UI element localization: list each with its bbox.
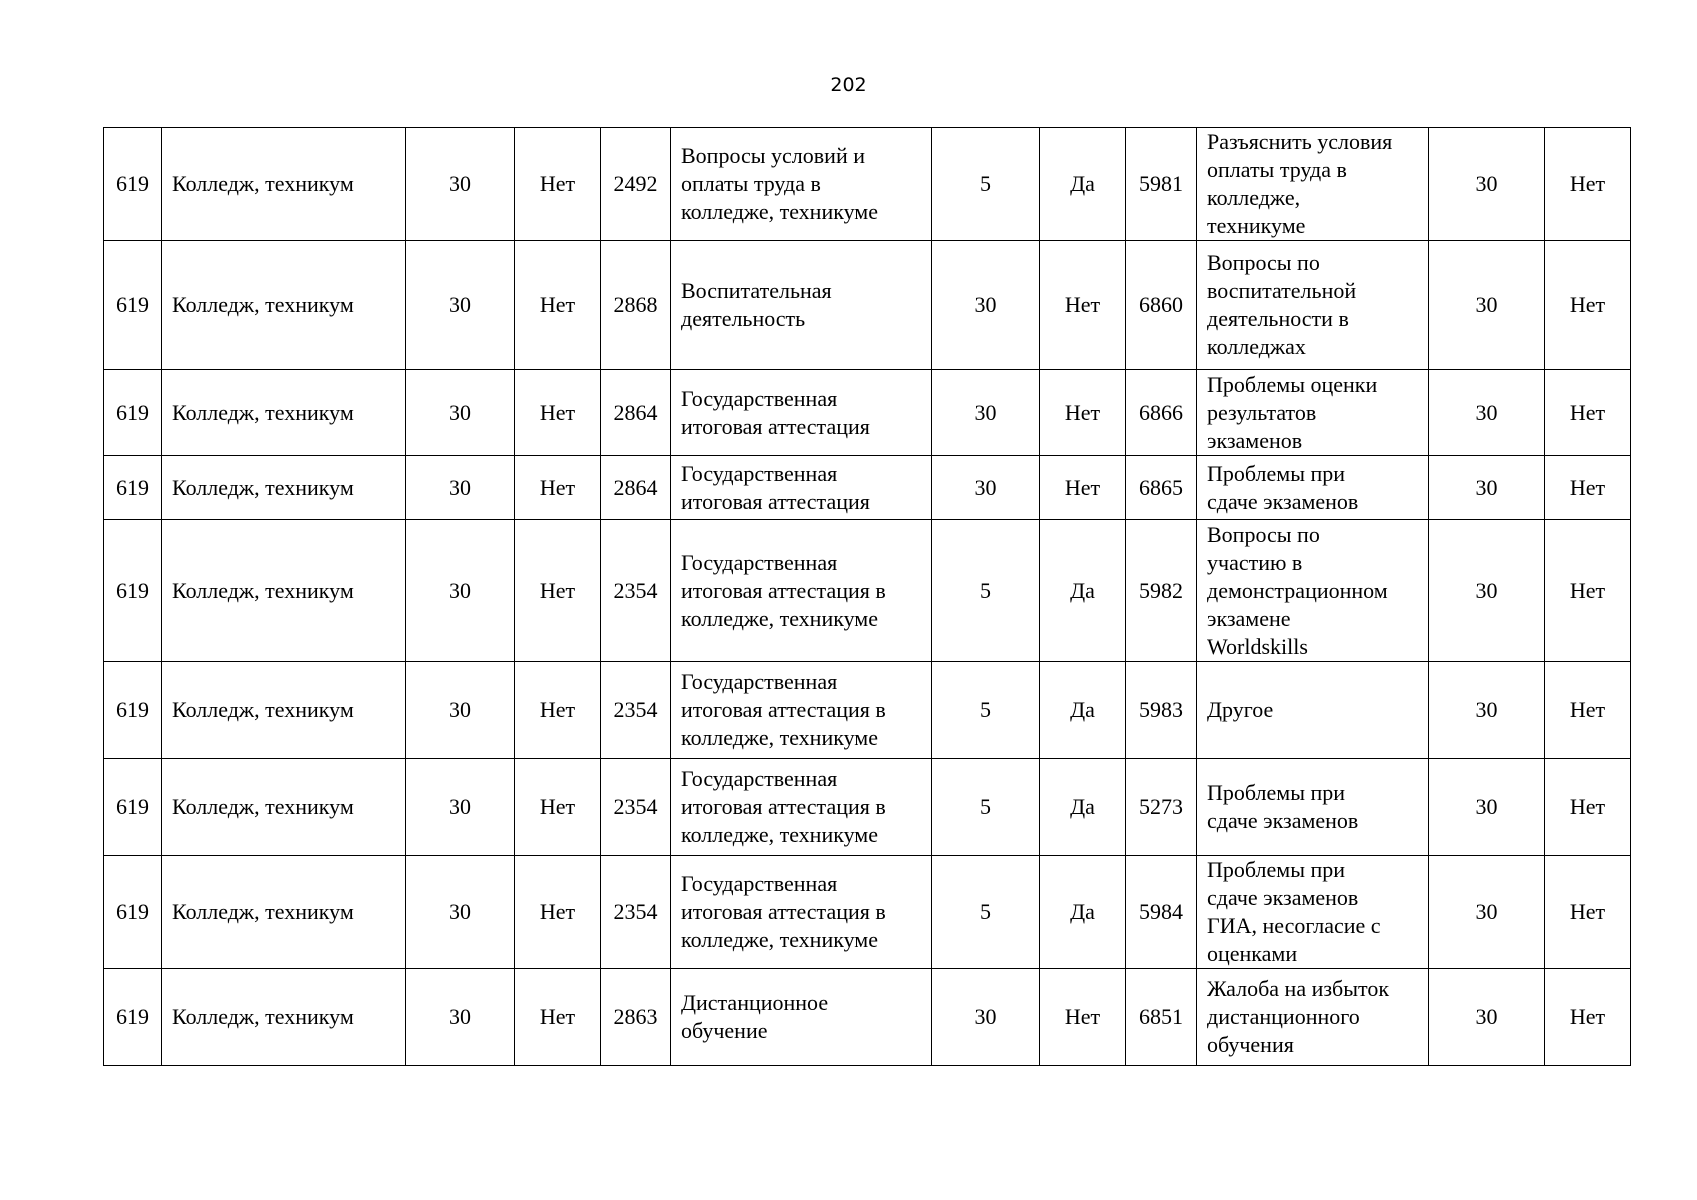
subtopic-flag: Нет xyxy=(1545,759,1631,856)
topic-days: 5 xyxy=(932,662,1040,759)
subtopic-name: Проблемы при сдаче экзаменов ГИА, несогласие с оценками xyxy=(1197,856,1429,969)
topic-flag: Да xyxy=(1040,520,1126,662)
subtopic-id: 5983 xyxy=(1126,662,1197,759)
table-row xyxy=(104,128,1631,241)
organization-type: Колледж, техникум xyxy=(162,520,406,662)
flag-value: Нет xyxy=(515,370,601,456)
table-row xyxy=(104,856,1631,969)
topic-name: Государственная итоговая аттестация xyxy=(671,456,932,520)
days-value: 30 xyxy=(406,520,515,662)
organization-type: Колледж, техникум xyxy=(162,456,406,520)
days-value: 30 xyxy=(406,241,515,370)
subtopic-days: 30 xyxy=(1429,456,1545,520)
topic-days: 30 xyxy=(932,370,1040,456)
topic-days: 5 xyxy=(932,856,1040,969)
topic-flag: Да xyxy=(1040,759,1126,856)
subtopic-flag: Нет xyxy=(1545,241,1631,370)
topic-flag: Нет xyxy=(1040,370,1126,456)
subtopic-name: Разъяснить условия оплаты труда в колледже, техникуме xyxy=(1197,128,1429,241)
topic-name: Воспитательная деятельность xyxy=(671,241,932,370)
organization-type: Колледж, техникум xyxy=(162,969,406,1066)
subtopic-name: Проблемы при сдаче экзаменов xyxy=(1197,759,1429,856)
flag-value: Нет xyxy=(515,128,601,241)
subtopic-flag: Нет xyxy=(1545,520,1631,662)
days-value: 30 xyxy=(406,128,515,241)
row-code: 619 xyxy=(104,520,162,662)
organization-type: Колледж, техникум xyxy=(162,856,406,969)
topic-name: Государственная итоговая аттестация в колледже, техникуме xyxy=(671,759,932,856)
topic-id: 2354 xyxy=(601,520,671,662)
topic-id: 2354 xyxy=(601,662,671,759)
topic-days: 30 xyxy=(932,969,1040,1066)
flag-value: Нет xyxy=(515,662,601,759)
topic-name: Государственная итоговая аттестация в колледже, техникуме xyxy=(671,856,932,969)
topic-flag: Нет xyxy=(1040,969,1126,1066)
subtopic-id: 6865 xyxy=(1126,456,1197,520)
table-row xyxy=(104,370,1631,456)
days-value: 30 xyxy=(406,969,515,1066)
organization-type: Колледж, техникум xyxy=(162,128,406,241)
flag-value: Нет xyxy=(515,456,601,520)
days-value: 30 xyxy=(406,856,515,969)
subtopic-name: Вопросы по воспитательной деятельности в колледжах xyxy=(1197,241,1429,370)
row-code: 619 xyxy=(104,128,162,241)
subtopic-id: 5982 xyxy=(1126,520,1197,662)
flag-value: Нет xyxy=(515,520,601,662)
data-table xyxy=(103,127,1631,1066)
flag-value: Нет xyxy=(515,241,601,370)
organization-type: Колледж, техникум xyxy=(162,370,406,456)
topic-name: Государственная итоговая аттестация в колледже, техникуме xyxy=(671,662,932,759)
organization-type: Колледж, техникум xyxy=(162,241,406,370)
topic-name: Вопросы условий и оплаты труда в колледже, техникуме xyxy=(671,128,932,241)
flag-value: Нет xyxy=(515,856,601,969)
row-code: 619 xyxy=(104,759,162,856)
page-number: 202 xyxy=(830,74,867,96)
flag-value: Нет xyxy=(515,759,601,856)
topic-name: Дистанционное обучение xyxy=(671,969,932,1066)
table-row xyxy=(104,456,1631,520)
table-row xyxy=(104,969,1631,1066)
subtopic-days: 30 xyxy=(1429,370,1545,456)
subtopic-flag: Нет xyxy=(1545,128,1631,241)
subtopic-id: 6851 xyxy=(1126,969,1197,1066)
topic-id: 2863 xyxy=(601,969,671,1066)
topic-days: 5 xyxy=(932,520,1040,662)
subtopic-flag: Нет xyxy=(1545,856,1631,969)
topic-days: 5 xyxy=(932,128,1040,241)
table-row xyxy=(104,241,1631,370)
days-value: 30 xyxy=(406,759,515,856)
subtopic-days: 30 xyxy=(1429,128,1545,241)
subtopic-name: Другое xyxy=(1197,662,1429,759)
flag-value: Нет xyxy=(515,969,601,1066)
table-row xyxy=(104,759,1631,856)
subtopic-days: 30 xyxy=(1429,520,1545,662)
topic-flag: Да xyxy=(1040,856,1126,969)
row-code: 619 xyxy=(104,456,162,520)
topic-name: Государственная итоговая аттестация в колледже, техникуме xyxy=(671,520,932,662)
subtopic-id: 5981 xyxy=(1126,128,1197,241)
row-code: 619 xyxy=(104,241,162,370)
days-value: 30 xyxy=(406,456,515,520)
topic-flag: Да xyxy=(1040,128,1126,241)
days-value: 30 xyxy=(406,662,515,759)
row-code: 619 xyxy=(104,969,162,1066)
organization-type: Колледж, техникум xyxy=(162,662,406,759)
topic-id: 2864 xyxy=(601,370,671,456)
row-code: 619 xyxy=(104,856,162,969)
table-row xyxy=(104,662,1631,759)
topic-id: 2864 xyxy=(601,456,671,520)
days-value: 30 xyxy=(406,370,515,456)
topic-flag: Нет xyxy=(1040,456,1126,520)
topic-days: 5 xyxy=(932,759,1040,856)
subtopic-name: Проблемы оценки результатов экзаменов xyxy=(1197,370,1429,456)
row-code: 619 xyxy=(104,662,162,759)
subtopic-flag: Нет xyxy=(1545,456,1631,520)
topic-days: 30 xyxy=(932,456,1040,520)
organization-type: Колледж, техникум xyxy=(162,759,406,856)
topic-days: 30 xyxy=(932,241,1040,370)
row-code: 619 xyxy=(104,370,162,456)
topic-id: 2492 xyxy=(601,128,671,241)
table-row xyxy=(104,520,1631,662)
topic-id: 2868 xyxy=(601,241,671,370)
subtopic-id: 6860 xyxy=(1126,241,1197,370)
topic-flag: Да xyxy=(1040,662,1126,759)
subtopic-flag: Нет xyxy=(1545,969,1631,1066)
subtopic-days: 30 xyxy=(1429,969,1545,1066)
subtopic-days: 30 xyxy=(1429,856,1545,969)
topic-flag: Нет xyxy=(1040,241,1126,370)
subtopic-days: 30 xyxy=(1429,759,1545,856)
subtopic-id: 5273 xyxy=(1126,759,1197,856)
subtopic-days: 30 xyxy=(1429,662,1545,759)
subtopic-id: 5984 xyxy=(1126,856,1197,969)
table-body xyxy=(104,128,1631,1066)
subtopic-name: Проблемы при сдаче экзаменов xyxy=(1197,456,1429,520)
topic-id: 2354 xyxy=(601,759,671,856)
subtopic-name: Жалоба на избыток дистанционного обучения xyxy=(1197,969,1429,1066)
subtopic-id: 6866 xyxy=(1126,370,1197,456)
topic-id: 2354 xyxy=(601,856,671,969)
subtopic-flag: Нет xyxy=(1545,370,1631,456)
subtopic-flag: Нет xyxy=(1545,662,1631,759)
subtopic-days: 30 xyxy=(1429,241,1545,370)
subtopic-name: Вопросы по участию в демонстрационном экзамене Worldskills xyxy=(1197,520,1429,662)
topic-name: Государственная итоговая аттестация xyxy=(671,370,932,456)
